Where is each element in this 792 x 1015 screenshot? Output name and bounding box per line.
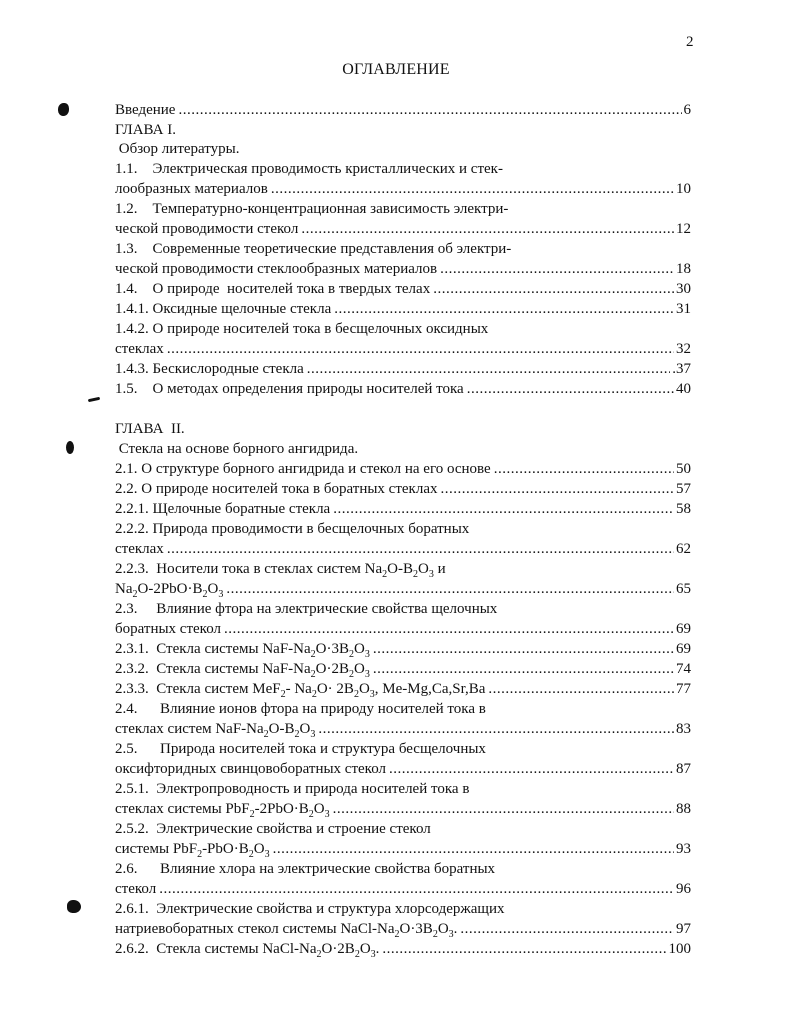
toc-entry	[115, 640, 691, 658]
toc-entry-title: натриевоборатных стекол системы NaCl-$Na_2O\cdot 3B_2O_3$.	[115, 921, 458, 940]
toc-page-number: 65	[676, 581, 691, 597]
toc-dot-leader	[301, 220, 674, 238]
toc-dot-leader	[224, 620, 674, 638]
toc-page-number: 31	[676, 301, 691, 317]
toc-page-number: 74	[676, 661, 691, 677]
toc-page-number: 88	[676, 801, 691, 817]
toc-entry	[115, 360, 691, 378]
toc-entry	[115, 280, 691, 298]
toc-dot-leader	[433, 280, 674, 298]
toc-entry	[115, 220, 691, 238]
toc-entry	[115, 180, 691, 198]
toc-entry	[115, 300, 691, 318]
toc-line: 1.3. Современные теоретические представления об электри-	[115, 241, 512, 257]
toc-line: 2.5.1. Электропроводность и природа носителей тока в	[115, 781, 470, 797]
toc-entry	[115, 101, 691, 119]
toc-dot-leader	[167, 540, 674, 558]
toc-entry	[115, 940, 691, 958]
toc-dot-leader	[334, 300, 674, 318]
toc-page-number: 12	[676, 221, 691, 237]
toc-entry	[115, 460, 691, 478]
toc-dot-leader	[318, 720, 674, 738]
toc-line: 2.2.3. Носители тока в стеклах систем $Na_2O-B_2O_3$ и	[115, 561, 446, 580]
toc-entry	[115, 480, 691, 498]
toc-line: 2.6. Влияние хлора на электрические свойства боратных	[115, 861, 496, 877]
toc-page-number: 100	[668, 941, 691, 957]
toc-entry-title: 2.2.1. Щелочные боратные стекла	[115, 501, 331, 517]
toc-page-number: .37	[672, 361, 691, 377]
toc-entry-title: Введение	[115, 102, 176, 118]
scan-smudge-4	[67, 900, 81, 913]
toc-entry-title: 2.3.3. Стекла систем MeF$_2$- $Na_2O\cdot 2B_2O_3$, Me-Mg,Ca,Sr,Ba	[115, 681, 486, 700]
toc-line: 1.4.2. О природе носителей тока в бесщелочных оксидных	[115, 321, 489, 337]
toc-line: 2.5. Природа носителей тока и структура бесщелочных	[115, 741, 486, 757]
toc-entry	[115, 540, 691, 558]
toc-page-number: 97	[676, 921, 691, 937]
toc-page-number: 18	[676, 261, 691, 277]
toc-entry	[115, 840, 691, 858]
toc-page-number: 96	[676, 881, 691, 897]
toc-line: 2.6.1. Электрические свойства и структура хлорсодержащих	[115, 901, 505, 917]
toc-dot-leader	[467, 380, 674, 398]
toc-page-number: 30	[676, 281, 691, 297]
scan-smudge-1	[58, 103, 69, 116]
toc-entry-title: стеклах	[115, 341, 164, 357]
toc-page-number: 87	[676, 761, 691, 777]
toc-entry-title: боратных стекол	[115, 621, 221, 637]
toc-dot-leader	[333, 800, 674, 818]
toc-entry-title: 2.2. О природе носителей тока в боратных стеклах	[115, 481, 438, 497]
toc-entry-title: оксифторидных свинцовоборатных стекол	[115, 761, 386, 777]
toc-page-number: 10	[676, 181, 691, 197]
toc-entry-title: стеклах систем NaF-$Na_2O-B_2O_3$	[115, 721, 316, 740]
scan-smudge-2	[88, 397, 100, 402]
toc-entry-title: 1.4.1. Оксидные щелочные стекла	[115, 301, 332, 317]
toc-page-number: 50	[676, 461, 691, 477]
toc-entry-title: стекол	[115, 881, 157, 897]
toc-line: Стекла на основе борного ангидрида.	[115, 441, 359, 457]
toc-page-number: 77	[676, 681, 691, 697]
toc-entry	[115, 380, 691, 398]
toc-line: 1.1. Электрическая проводимость кристаллических и стек-	[115, 161, 503, 177]
toc-page-number: 57	[676, 481, 691, 497]
page-number: 2	[686, 34, 694, 50]
toc-entry	[115, 580, 691, 598]
toc-dot-leader	[159, 880, 674, 898]
toc-page-number: 69	[676, 641, 691, 657]
toc-line: Обзор литературы.	[115, 141, 240, 157]
toc-entry-title: 2.3.2. Стекла системы NaF-$Na_2O\cdot 2B_2O_3$	[115, 661, 370, 680]
toc-dot-leader	[460, 920, 674, 938]
chapter-heading: ГЛАВА II.	[115, 421, 185, 437]
toc-dot-leader	[441, 480, 675, 498]
toc-entry-title: 2.3.1. Стекла системы NaF-$Na_2O\cdot 3B_2O_3$	[115, 641, 370, 660]
toc-entry	[115, 500, 691, 518]
toc-page-number: 40	[676, 381, 691, 397]
toc-dot-leader	[494, 460, 674, 478]
toc-dot-leader	[307, 360, 670, 378]
toc-entry-title: 1.4. О природе носителей тока в твердых телах	[115, 281, 431, 297]
toc-dot-leader	[389, 760, 674, 778]
toc-dot-leader	[488, 680, 674, 698]
toc-entry	[115, 620, 691, 638]
toc-entry-title: 1.5. О методах определения природы носителей тока	[115, 381, 464, 397]
toc-entry	[115, 880, 691, 898]
toc-line: 2.2.2. Природа проводимости в бесщелочных боратных	[115, 521, 470, 537]
toc-line: 2.3. Влияние фтора на электрические свойства щелочных	[115, 601, 498, 617]
toc-page-number: 69	[676, 621, 691, 637]
toc-entry-title: 1.4.3. Бескислородные стекла	[115, 361, 304, 377]
toc-line: 1.2. Температурно-концентрационная зависимость электри-	[115, 201, 509, 217]
toc-entry	[115, 660, 691, 678]
toc-page-number: 32	[676, 341, 691, 357]
toc-page-number: 6	[683, 102, 691, 118]
toc-entry-title: ческой проводимости стекол	[115, 221, 299, 237]
toc-entry-title: системы $PbF_2-PbO\cdot B_2O_3$	[115, 841, 270, 860]
toc-entry-title: стеклах системы $PbF_2-2PbO\cdot B_2O_3$	[115, 801, 330, 820]
toc-entry	[115, 800, 691, 818]
toc-dot-leader	[382, 940, 666, 958]
toc-dot-leader	[271, 180, 674, 198]
toc-line: 2.5.2. Электрические свойства и строение стекол	[115, 821, 431, 837]
toc-entry-title: стеклах	[115, 541, 164, 557]
toc-entry-title: 2.6.2. Стекла системы NaCl-$Na_2O\cdot 2B_2O_3$.	[115, 941, 380, 960]
toc-entry	[115, 260, 691, 278]
toc-dot-leader	[273, 840, 674, 858]
chapter-heading: ГЛАВА I.	[115, 122, 176, 138]
toc-entry-title: $Na_2O-2PbO\cdot B_2O_3$	[115, 581, 224, 600]
toc-entry-title: 2.1. О структуре борного ангидрида и стекол на его основе	[115, 461, 491, 477]
toc-entry-title: ческой проводимости стеклообразных материалов	[115, 261, 438, 277]
toc-page-number: 83	[676, 721, 691, 737]
toc-dot-leader	[333, 500, 674, 518]
toc-dot-leader	[178, 101, 681, 119]
page-title: ОГЛАВЛЕНИЕ	[342, 61, 450, 78]
toc-entry	[115, 920, 691, 938]
toc-line: 2.4. Влияние ионов фтора на природу носителей тока в	[115, 701, 486, 717]
toc-entry	[115, 680, 691, 698]
toc-entry	[115, 760, 691, 778]
toc-dot-leader	[373, 660, 674, 678]
toc-dot-leader	[167, 340, 674, 358]
toc-page-number: 93	[676, 841, 691, 857]
toc-entry	[115, 720, 691, 738]
toc-page-number: 62	[676, 541, 691, 557]
toc-dot-leader	[226, 580, 674, 598]
toc-dot-leader	[440, 260, 674, 278]
toc-entry	[115, 340, 691, 358]
scan-smudge-3	[66, 441, 74, 454]
toc-entry-title: лообразных материалов	[115, 181, 268, 197]
toc-dot-leader	[373, 640, 674, 658]
toc-page-number: 58	[676, 501, 691, 517]
